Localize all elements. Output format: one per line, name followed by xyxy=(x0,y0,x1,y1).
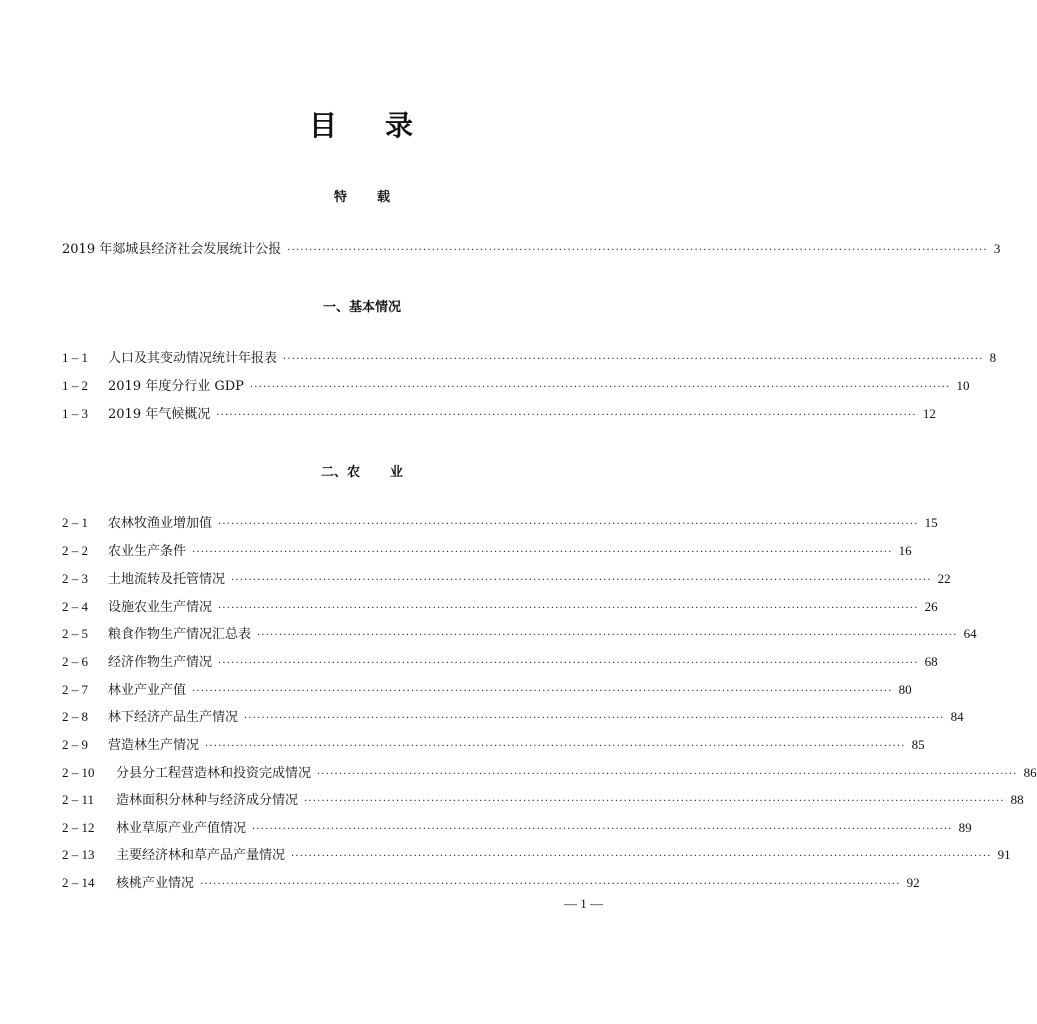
toc-entry-number: 2 – 9 xyxy=(62,737,88,752)
toc-entry-number: 2 – 11 xyxy=(62,792,95,807)
toc-entry[interactable] xyxy=(62,349,997,367)
toc-entry-page: 12 xyxy=(922,406,936,421)
leader-dots: ································································································································································ xyxy=(218,603,919,614)
toc-entry[interactable] xyxy=(62,846,1011,864)
toc-entry-page: 80 xyxy=(898,682,912,697)
toc-entry-number: 2 – 4 xyxy=(62,599,88,614)
toc-entry-title: 主要经济林和草产品产量情况 xyxy=(116,848,286,863)
toc-entry-title: 林下经济产品生产情况 xyxy=(108,710,239,725)
leader-dots: ································································································································································ xyxy=(218,658,919,669)
toc-entry-page: 22 xyxy=(937,571,951,586)
toc-entry-page: 88 xyxy=(1010,792,1024,807)
toc-entry-page: 91 xyxy=(997,847,1011,862)
toc-entry-page: 89 xyxy=(958,820,972,835)
leader-dots: ································································································································································ xyxy=(304,796,1005,807)
toc-entry[interactable] xyxy=(62,598,938,616)
toc-entry-title: 营造林生产情况 xyxy=(108,738,200,753)
toc-entry-page: 84 xyxy=(950,709,964,724)
toc-entry-title: 分县分工程营造林和投资完成情况 xyxy=(116,766,312,781)
toc-entry-page: 10 xyxy=(956,378,970,393)
leader-dots: ································································································································································ xyxy=(205,741,906,752)
leader-dots: ································································································································································ xyxy=(216,410,917,421)
toc-entry[interactable] xyxy=(62,514,938,532)
toc-entry-number: 2 – 7 xyxy=(62,682,88,697)
leader-dots: ································································································································································ xyxy=(192,547,893,558)
toc-entry-title: 林业草原产业产值情况 xyxy=(116,821,247,836)
toc-entry-page: 16 xyxy=(898,543,912,558)
toc-entry-number: 1 – 1 xyxy=(62,350,88,365)
toc-entry-title: 设施农业生产情况 xyxy=(108,600,213,615)
leader-dots: ································································································································································ xyxy=(252,824,953,835)
toc-entry-page: 85 xyxy=(911,737,925,752)
toc-entry-title: 人口及其变动情况统计年报表 xyxy=(108,351,278,366)
leader-dots: ································································································································································ xyxy=(257,630,958,641)
toc-entry[interactable] xyxy=(62,625,977,643)
leader-dots: ································································································································································ xyxy=(200,879,901,890)
toc-entry[interactable] xyxy=(62,791,1024,809)
toc-entry-title: 2019 年气候概况 xyxy=(108,407,211,422)
toc-entry-title: 农业生产条件 xyxy=(108,544,187,559)
toc-entry-page: 8 xyxy=(989,350,997,365)
toc-entry[interactable] xyxy=(62,377,970,395)
toc-entry-page: 3 xyxy=(993,241,1001,256)
section-heading-basic: 一、基本情况 xyxy=(322,300,401,315)
toc-entry-number: 2 – 2 xyxy=(62,543,88,558)
toc-entry-number: 1 – 2 xyxy=(62,378,88,393)
toc-entry[interactable] xyxy=(62,681,912,699)
toc-entry-title: 2019 年度分行业 GDP xyxy=(108,379,244,394)
toc-entry[interactable] xyxy=(62,819,972,837)
leader-dots: ································································································································································ xyxy=(317,769,1018,780)
toc-entry[interactable] xyxy=(62,542,912,560)
toc-entry-page: 26 xyxy=(924,599,938,614)
toc-entry-number: 2 – 1 xyxy=(62,515,88,530)
toc-entry-title: 2019 年郯城县经济社会发展统计公报 xyxy=(62,242,282,257)
toc-entry-title: 农林牧渔业增加值 xyxy=(108,516,213,531)
toc-entry[interactable] xyxy=(62,874,920,892)
toc-entry-title: 核桃产业情况 xyxy=(116,876,195,891)
leader-dots: ································································································································································ xyxy=(291,851,992,862)
toc-entry-page: 64 xyxy=(963,626,977,641)
toc-entry[interactable] xyxy=(62,240,1001,258)
leader-dots: ································································································································································ xyxy=(192,686,893,697)
toc-entry-page: 86 xyxy=(1023,765,1037,780)
toc-entry-title: 土地流转及托管情况 xyxy=(108,572,226,587)
title-right-char: 录 xyxy=(385,109,416,142)
toc-entry[interactable] xyxy=(62,764,1037,782)
section-heading-special: 特 载 xyxy=(333,190,391,205)
toc-entry[interactable] xyxy=(62,570,951,588)
toc-entry[interactable] xyxy=(62,653,938,671)
toc-entry-number: 2 – 12 xyxy=(62,820,95,835)
toc-entry-title: 造林面积分林种与经济成分情况 xyxy=(116,793,299,808)
toc-entry-number: 2 – 13 xyxy=(62,847,95,862)
toc-entry-number: 2 – 14 xyxy=(62,875,95,890)
toc-entry-number: 2 – 10 xyxy=(62,765,95,780)
toc-entry[interactable] xyxy=(62,736,925,754)
leader-dots: ································································································································································ xyxy=(249,382,951,393)
toc-entry-page: 92 xyxy=(906,875,920,890)
leader-dots: ································································································································································ xyxy=(244,713,945,724)
leader-dots: ································································································································································ xyxy=(218,519,919,530)
page-title xyxy=(0,104,724,144)
toc-entry-title: 林业产业产值 xyxy=(108,683,187,698)
page-number-footer: — 1 — xyxy=(564,896,603,911)
section-heading-agri: 二、农 业 xyxy=(320,465,404,480)
leader-dots: ································································································································································ xyxy=(287,245,988,256)
toc-entry-title: 粮食作物生产情况汇总表 xyxy=(108,627,252,642)
toc-entry-number: 1 – 3 xyxy=(62,406,88,421)
toc-entry-title: 经济作物生产情况 xyxy=(108,655,213,670)
toc-entry-number: 2 – 6 xyxy=(62,654,88,669)
toc-entry-number: 2 – 8 xyxy=(62,709,88,724)
toc-entry-number: 2 – 3 xyxy=(62,571,88,586)
toc-entry[interactable] xyxy=(62,405,936,423)
leader-dots: ································································································································································ xyxy=(231,575,932,586)
title-left-char: 目 xyxy=(308,109,339,142)
toc-entry-page: 15 xyxy=(924,515,938,530)
toc-entry[interactable] xyxy=(62,708,964,726)
toc-entry-number: 2 – 5 xyxy=(62,626,88,641)
leader-dots: ································································································································································ xyxy=(283,354,984,365)
toc-entry-page: 68 xyxy=(924,654,938,669)
